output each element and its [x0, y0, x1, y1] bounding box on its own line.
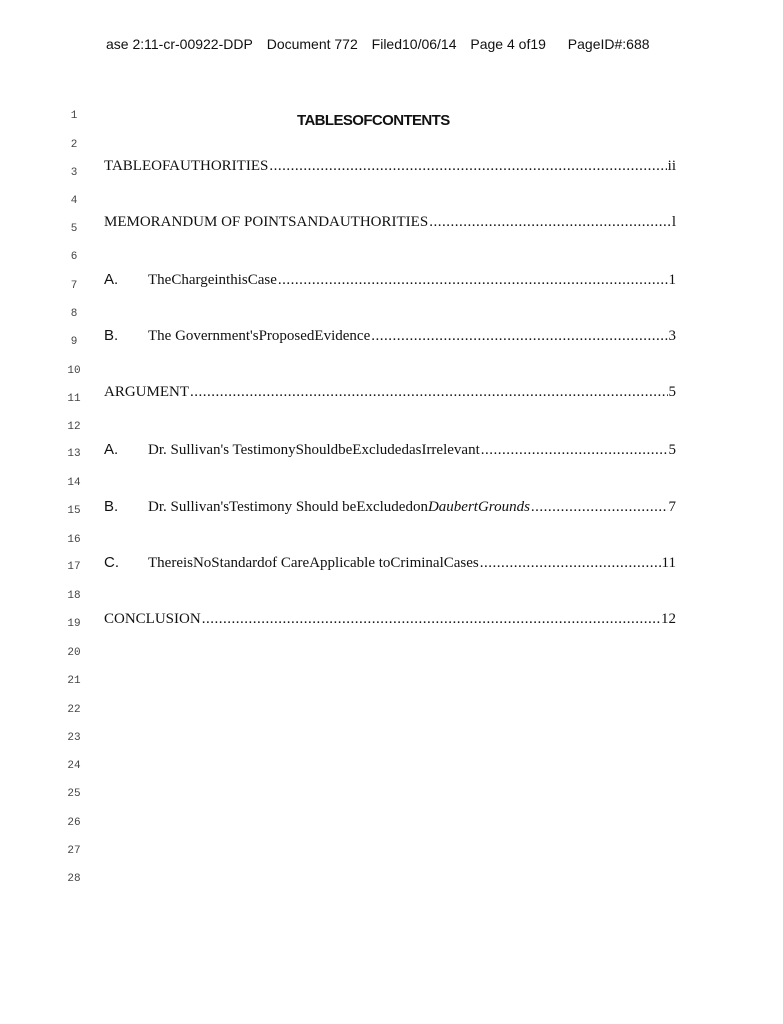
line-number: 16 [67, 534, 81, 546]
toc-entry [104, 498, 676, 516]
dot-leader [190, 384, 668, 401]
toc-entry [104, 327, 676, 345]
line-number: 8 [70, 308, 78, 320]
line-number: 20 [67, 647, 81, 659]
toc-entry-marker: B. [104, 327, 119, 344]
line-number: 26 [67, 817, 81, 829]
toc-entry-page: 5 [668, 442, 676, 458]
line-number: 3 [70, 167, 78, 179]
toc-entry-label: ThereisNoStandardof CareApplicable toCriminalCases [148, 555, 479, 571]
toc-entry [104, 158, 676, 175]
toc-entry [104, 271, 676, 289]
line-number: 14 [67, 477, 81, 489]
line-number: 15 [67, 505, 81, 517]
filed-date: Filed10/06/14 [371, 36, 457, 52]
toc-entry-label: The Government'sProposedEvidence [148, 328, 371, 344]
dot-leader [481, 442, 668, 459]
toc-entry-page: 12 [661, 611, 676, 627]
dot-leader [202, 611, 660, 628]
toc-entry-label: TheChargeinthisCase [148, 272, 277, 288]
line-number: 21 [67, 675, 81, 687]
line-number: 5 [70, 223, 78, 235]
toc-entry-label: CONCLUSION [104, 611, 201, 627]
line-number: 11 [67, 393, 81, 405]
page-header [106, 36, 706, 52]
dot-leader [371, 328, 667, 345]
page-id: PageID#:688 [567, 36, 650, 52]
dot-leader [429, 214, 671, 231]
toc-title: TABLESOFCONTENTS [297, 112, 450, 129]
toc-entry-label: MEMORANDUM OF POINTSANDAUTHORITIES [104, 214, 429, 230]
dot-leader [269, 158, 666, 175]
toc-entry-label: Dr. Sullivan'sTestimony Should beExcludedon [148, 499, 428, 515]
line-number: 2 [70, 139, 78, 151]
line-number: 1 [70, 110, 78, 122]
line-number: 19 [67, 618, 81, 630]
toc-entry-label: Dr. Sullivan's TestimonyShouldbeExcludedasIrrelevant [148, 442, 480, 458]
line-number: 12 [67, 421, 81, 433]
toc-entry-page: 1 [668, 272, 676, 288]
line-number: 27 [67, 845, 81, 857]
line-number: 13 [67, 448, 81, 460]
toc-entry-page: 7 [668, 499, 676, 515]
line-number: 23 [67, 732, 81, 744]
toc-entry-label-italic: DaubertGrounds [427, 499, 530, 515]
line-number: 17 [67, 561, 81, 573]
page-count: Page 4 of19 [470, 36, 546, 52]
line-number: 10 [67, 365, 81, 377]
toc-entry-marker: A. [104, 441, 119, 458]
toc-entry-marker: C. [104, 554, 119, 571]
toc-entry-marker: B. [104, 498, 119, 515]
toc-entry [104, 441, 676, 459]
line-number: 25 [67, 788, 81, 800]
toc-entry-page: 5 [668, 384, 676, 400]
line-number: 9 [70, 336, 78, 348]
toc-entry-page: 3 [668, 328, 676, 344]
toc-entry-page: 11 [661, 555, 676, 571]
line-number: 28 [67, 873, 81, 885]
toc-entry [104, 611, 676, 628]
line-number: 24 [67, 760, 81, 772]
toc-entry [104, 214, 676, 231]
toc-entry [104, 384, 676, 401]
line-number: 7 [70, 280, 78, 292]
line-number: 4 [70, 195, 78, 207]
line-number: 22 [67, 704, 81, 716]
line-number: 18 [67, 590, 81, 602]
toc-entry-page: l [671, 214, 676, 230]
toc-entry-label: ARGUMENT [104, 384, 189, 400]
toc-entry [104, 554, 676, 572]
case-number: ase 2:11-cr-00922-DDP [106, 36, 253, 52]
toc-entry-label: TABLEOFAUTHORITIES [104, 158, 269, 174]
document-number: Document 772 [266, 36, 358, 52]
toc-entry-page: ii [667, 158, 676, 174]
toc-entry-marker: A. [104, 271, 119, 288]
dot-leader [531, 499, 668, 516]
dot-leader [480, 555, 661, 572]
dot-leader [278, 272, 668, 289]
line-number: 6 [70, 251, 78, 263]
